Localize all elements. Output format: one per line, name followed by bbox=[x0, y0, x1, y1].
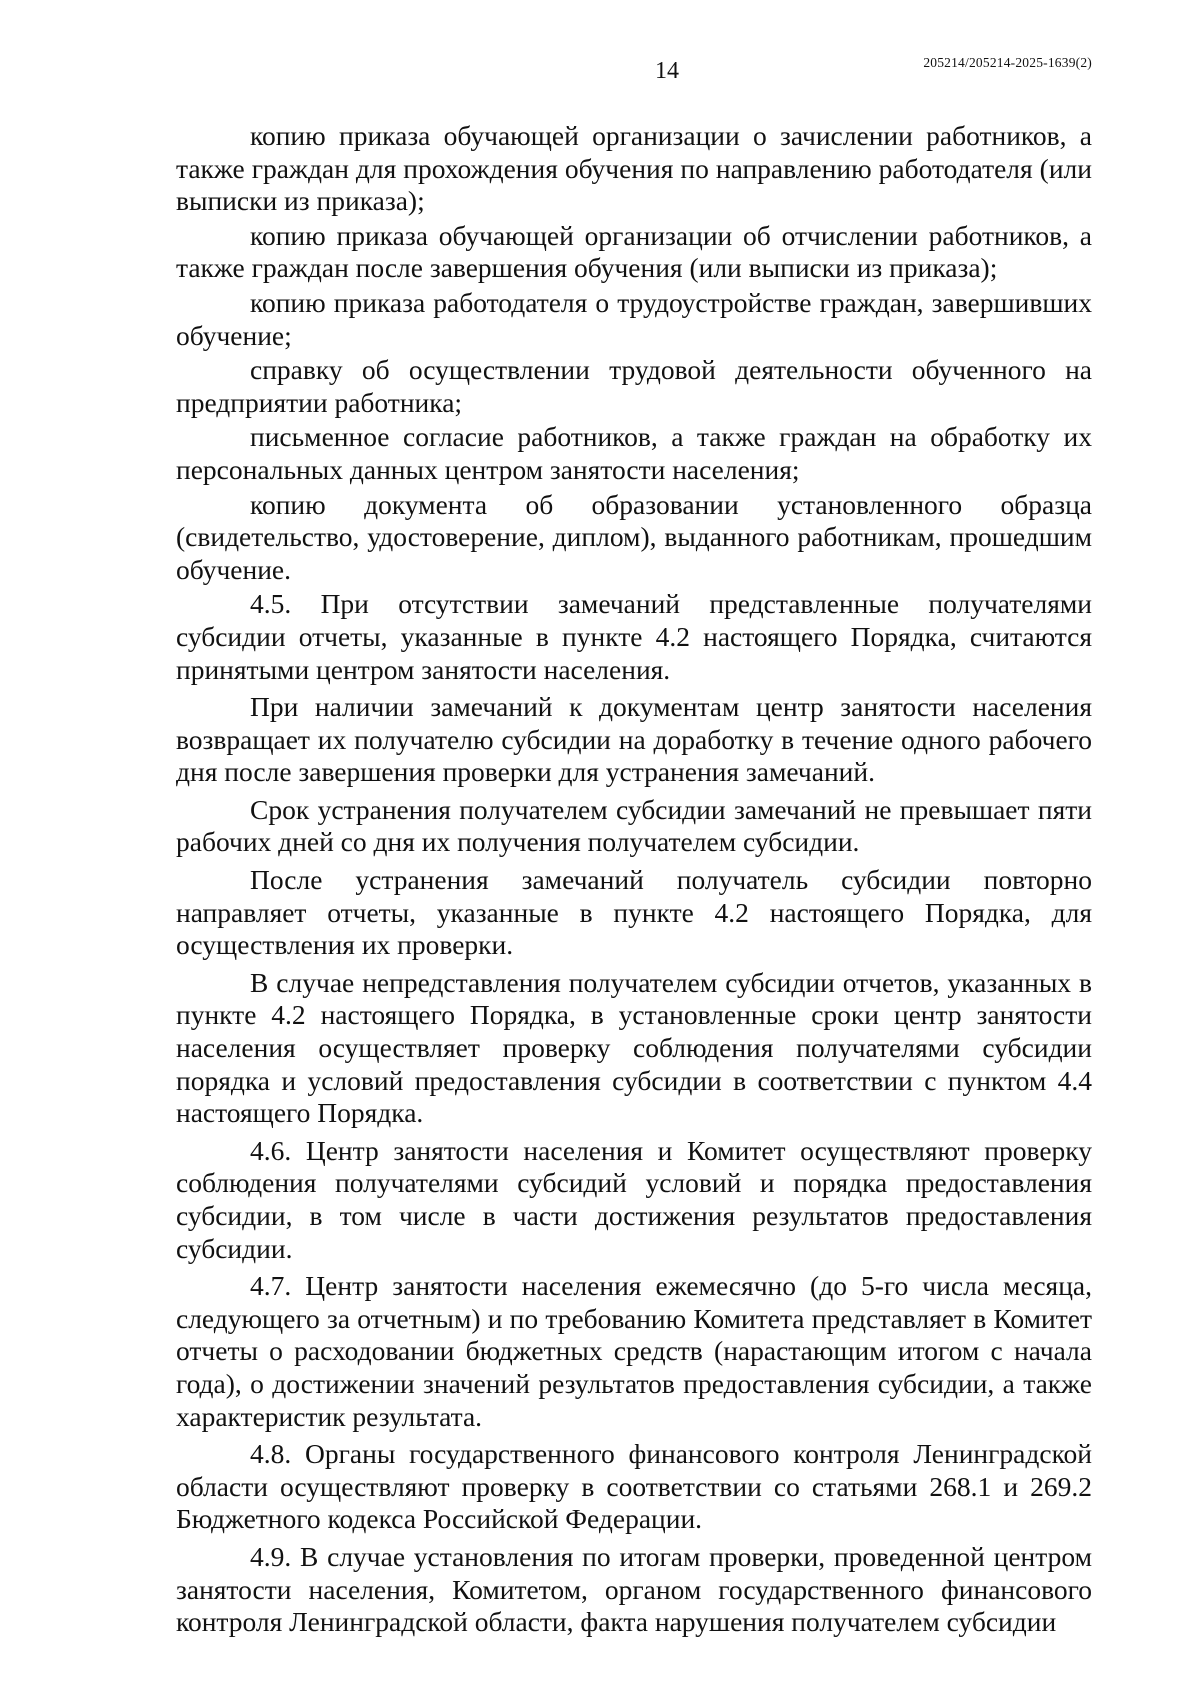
paragraph-consent: письменное согласие работников, а также граждан на обработку их персональных данных центром занятости населения; bbox=[176, 421, 1092, 485]
paragraph-non-submission: В случае непредставления получателем субсидии отчетов, указанных в пункте 4.2 настоящего Порядка, в установленные сроки центр занятости населения осуществляет проверку соблюдения получателями субсидии порядка и условий предоставления субсидии в соответствии с пунктом 4.4 настоящего Порядка. bbox=[176, 966, 1092, 1129]
paragraph-4-9: 4.9. В случае установления по итогам проверки, проведенной центром занятости населения, Комитетом, органом государственного финансового контроля Ленинградской области, факта нарушения получателем субсидии bbox=[176, 1540, 1092, 1638]
paragraph-4-8: 4.8. Органы государственного финансового контроля Ленинградской области осуществляют проверку в соответствии со статьями 268.1 и 269.2 Бюджетного кодекса Российской Федерации. bbox=[176, 1438, 1092, 1535]
paragraph-expulsion-order: копию приказа обучающей организации об отчислении работников, а также граждан после завершения обучения (или выписки из приказа); bbox=[176, 219, 1092, 284]
paragraph-enrollment-order: копию приказа обучающей организации о зачислении работников, а также граждан для прохождения обучения по направлению работодателя (или выписки из приказа); bbox=[176, 120, 1092, 217]
paragraph-work-certificate: справку об осуществлении трудовой деятельности обученного на предприятии работника; bbox=[176, 354, 1092, 418]
document-body bbox=[176, 120, 1092, 1639]
paragraph-correction-term: Срок устранения получателем субсидии замечаний не превышает пяти рабочих дней со дня их получения получателем субсидии. bbox=[176, 793, 1092, 858]
paragraph-remarks: При наличии замечаний к документам центр занятости населения возвращает их получателю субсидии на доработку в течение одного рабочего дня после завершения проверки для устранения замечаний. bbox=[176, 691, 1092, 788]
paragraph-employment-order: копию приказа работодателя о трудоустройстве граждан, завершивших обучение; bbox=[176, 286, 1092, 351]
paragraph-4-5: 4.5. При отсутствии замечаний представленные получателями субсидии отчеты, указанные в пункте 4.2 настоящего Порядка, считаются принятыми центром занятости населения. bbox=[176, 588, 1092, 685]
paragraph-resubmission: После устранения замечаний получатель субсидии повторно направляет отчеты, указанные в пункте 4.2 настоящего Порядка, для осуществления их проверки. bbox=[176, 864, 1092, 961]
document-code: 205214/205214-2025-1639(2) bbox=[923, 55, 1092, 70]
paragraph-4-6: 4.6. Центр занятости населения и Комитет осуществляют проверку соблюдения получателями субсидий условий и порядка предоставления субсидии, в том числе в части достижения результатов предоставления субсидии. bbox=[176, 1134, 1092, 1264]
paragraph-education-document: копию документа об образовании установленного образца (свидетельство, удостоверение, диплом), выданного работникам, прошедшим обучение. bbox=[176, 488, 1092, 585]
paragraph-4-7: 4.7. Центр занятости населения ежемесячно (до 5-го числа месяца, следующего за отчетным) и по требованию Комитета представляет в Комитет отчеты о расходовании бюджетных средств (нарастающим итогом с начала года), о достижении значений результатов предоставления субсидии, а также характеристик результата. bbox=[176, 1270, 1092, 1432]
page-number: 14 bbox=[655, 58, 679, 84]
